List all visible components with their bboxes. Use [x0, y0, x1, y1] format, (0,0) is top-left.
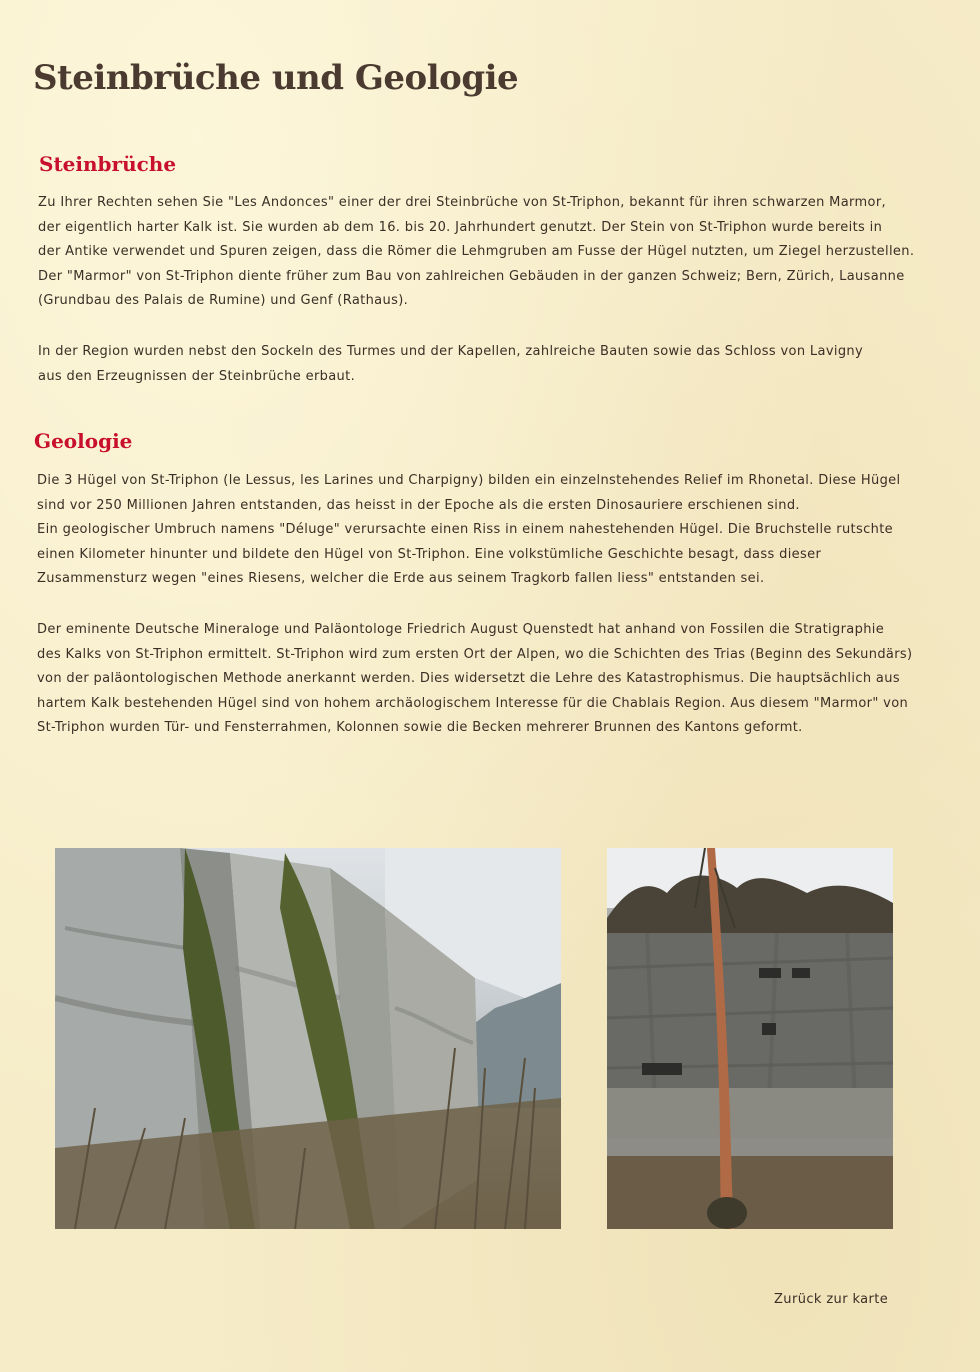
page-title: Steinbrüche und Geologie [33, 58, 519, 98]
text-line: sind vor 250 Millionen Jahren entstanden, das heisst in der Epoche als die ersten Dinosauriere erschienen sind. [37, 497, 800, 513]
geologie-paragraph-1 [37, 469, 901, 592]
text-line: Ein geologischer Umbruch namens "Déluge" verursachte einen Riss in einem nahestehenden Hügel. Die Bruchstelle rutschte [37, 522, 894, 538]
steinbrueche-paragraph-1 [38, 191, 914, 314]
quarry-walls-photo [55, 848, 561, 1229]
text-line: Zu Ihrer Rechten sehen Sie "Les Andonces" einer der drei Steinbrüche von St-Triphon, bekannt für ihren schwarzen Marmor, [38, 195, 887, 210]
steinbrueche-paragraph-2 [38, 340, 863, 389]
text-line: Zusammensturz wegen "eines Riesens, welcher die Erde aus seinem Tragkorb fallen liess" entstanden sei. [37, 571, 765, 587]
section-heading-steinbrueche: Steinbrüche [39, 152, 177, 176]
text-line: der eigentlich harter Kalk ist. Sie wurden ab dem 16. bis 20. Jahrhundert genutzt. Der Stein von St-Triphon wurde bereits in [38, 219, 883, 235]
text-line: aus den Erzeugnissen der Steinbrüche erbaut. [38, 368, 356, 384]
text-line: Die 3 Hügel von St-Triphon (le Lessus, les Larines und Charpigny) bilden ein einzelnstehendes Relief im Rhonetal. Diese Hügel [37, 473, 901, 488]
text-line: In der Region wurden nebst den Sockeln des Turmes und der Kapellen, zahlreiche Bauten sowie das Schloss von Lavigny [38, 344, 864, 359]
quarry-walls-illustration [55, 848, 561, 1229]
back-to-map-link[interactable]: Zurück zur karte [774, 1292, 889, 1307]
text-line: Der "Marmor" von St-Triphon diente früher zum Bau von zahlreichen Gebäuden in der ganzen Schweiz; Bern, Zürich, Lausanne [38, 268, 905, 284]
text-line: von der paläontologischen Methode anerkannt werden. Dies widersetzt die Lehre des Katastrophismus. Die hauptsächlich aus [37, 671, 900, 687]
text-line: St-Triphon wurden Tür- und Fensterrahmen, Kolonnen sowie die Becken mehrerer Brunnen des Kantons geformt. [37, 720, 803, 736]
text-line: der Antike verwendet und Spuren zeigen, dass die Römer die Lehmgruben am Fusse der Hügel nutzten, um Ziegel herzustellen. [38, 244, 915, 260]
section-heading-geologie: Geologie [34, 429, 133, 453]
text-line: (Grundbau des Palais de Rumine) und Genf (Rathaus). [38, 293, 409, 309]
rock-cliff-photo [607, 848, 893, 1229]
text-line: Der eminente Deutsche Mineraloge und Paläontologe Friedrich August Quenstedt hat anhand von Fossilen die Stratigraphie [37, 622, 885, 637]
geologie-paragraph-2 [37, 618, 912, 741]
text-line: des Kalks von St-Triphon ermittelt. St-Triphon wird zum ersten Ort der Alpen, wo die Schichten des Trias (Beginn des Sekundärs) [37, 646, 913, 662]
text-line: einen Kilometer hinunter und bildete den Hügel von St-Triphon. Eine volkstümliche Geschichte besagt, dass dieser [37, 546, 822, 562]
text-line: hartem Kalk bestehenden Hügel sind von hohem archäologischem Interesse für die Chablais Region. Aus diesem "Marmor" von [37, 695, 909, 711]
rock-cliff-illustration [607, 848, 893, 1229]
